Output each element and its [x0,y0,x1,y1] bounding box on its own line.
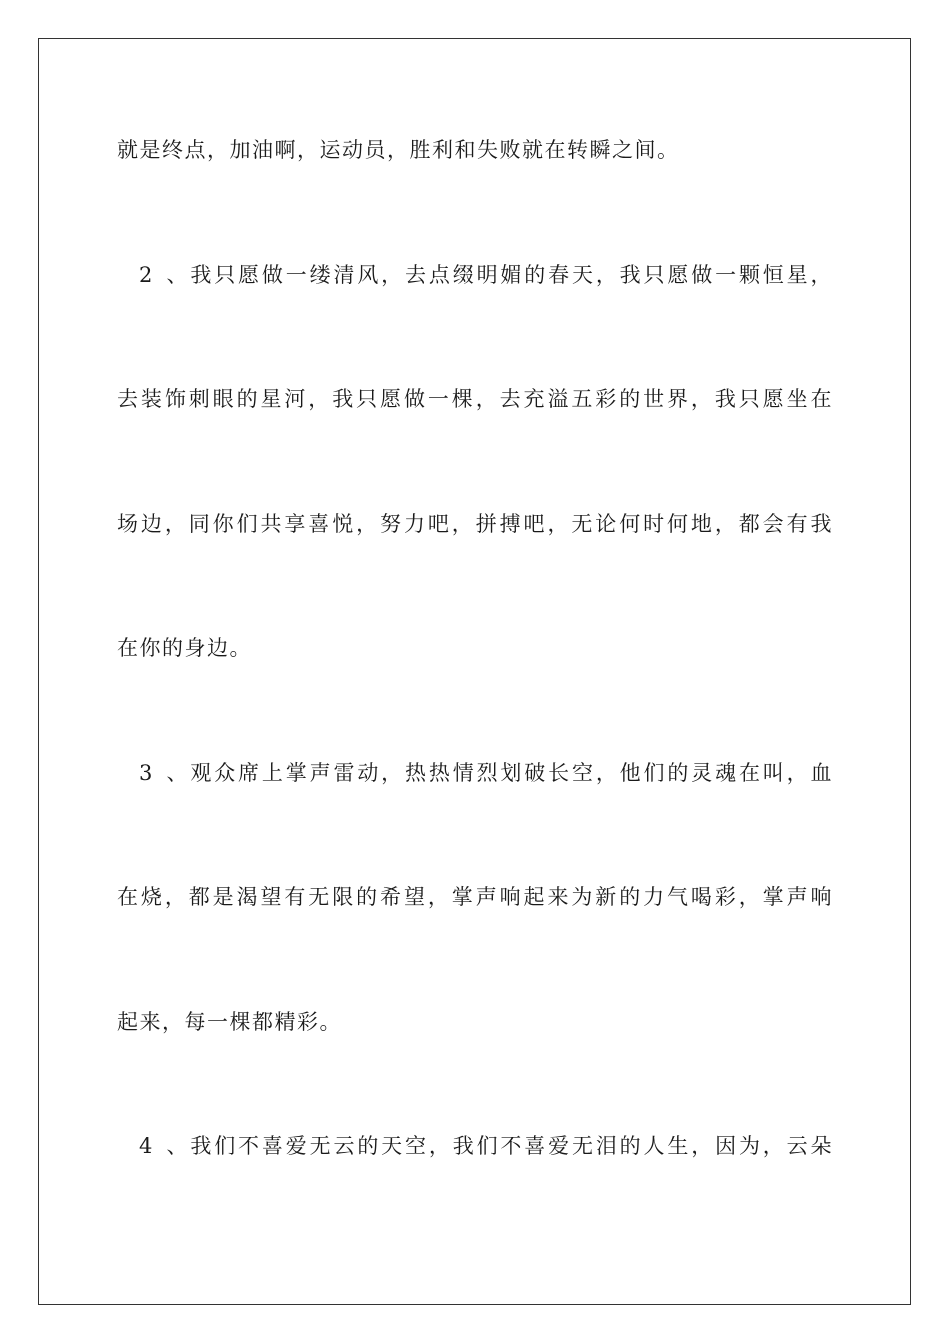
text-line: 在你的身边。 [117,636,252,660]
text-line: 去装饰刺眼的星河，我只愿做一棵，去充溢五彩的世界，我只愿坐在 [117,387,833,411]
item-number: 2、 [139,263,189,287]
paragraph-2-first-line [117,260,833,290]
text-line: 观众席上掌声雷动，热热情烈划破长空，他们的灵魂在叫，血 [189,761,833,785]
paragraph-4-first-line [117,1131,833,1161]
page-border [38,38,911,1305]
text-line: 在烧，都是渴望有无限的希望，掌声响起来为新的力气喝彩，掌声响 [117,885,833,909]
item-number: 3、 [139,761,189,785]
text-line: 起来，每一棵都精彩。 [117,1010,342,1034]
text-line: 我们不喜爱无云的天空，我们不喜爱无泪的人生，因为，云朵 [189,1134,833,1158]
paragraph-3-first-line [117,758,833,788]
text-line: 就是终点，加油啊，运动员，胜利和失败就在转瞬之间。 [117,138,680,162]
item-number: 4、 [139,1134,189,1158]
text-line: 我只愿做一缕清风，去点缀明媚的春天，我只愿做一颗恒星， [189,263,833,287]
text-line: 场边，同你们共享喜悦，努力吧，拼搏吧，无论何时何地，都会有我 [117,512,833,536]
